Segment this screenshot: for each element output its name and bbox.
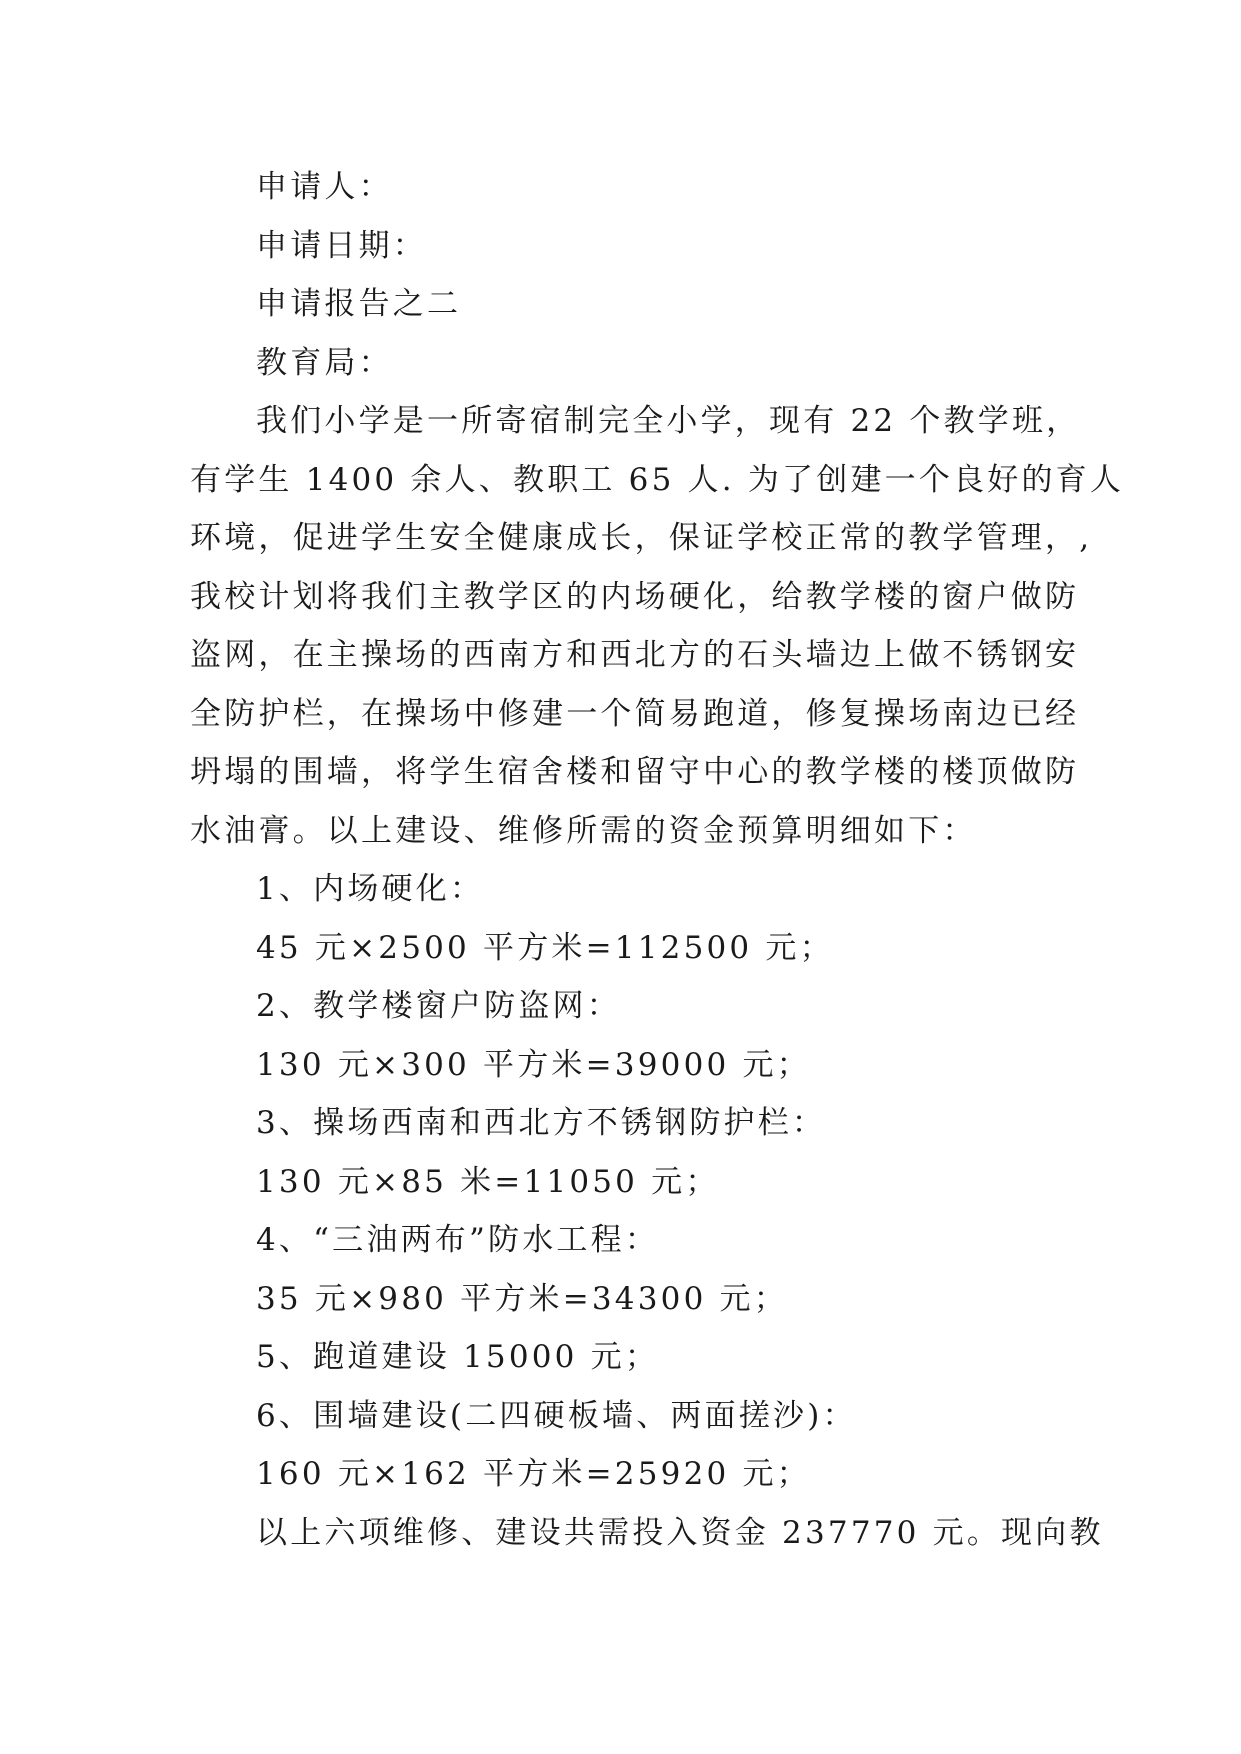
budget-item-title: 1、内场硬化： [256, 871, 485, 907]
document-body [190, 158, 1125, 1562]
applicant-line: 申请人： [256, 169, 393, 205]
budget-item-calculation: 130 元×300 平方米=39000 元； [256, 1046, 811, 1083]
paragraph-line: 我们小学是一所寄宿制完全小学，现有 22 个教学班， [256, 403, 1081, 439]
paragraph-line: 水油膏。以上建设、维修所需的资金预算明细如下： [190, 812, 977, 849]
budget-item-title: 3、操场西南和西北方不锈钢防护栏： [256, 1105, 827, 1141]
recipient-line: 教育局： [256, 344, 393, 381]
budget-item-title: 4、“三油两布”防水工程： [256, 1222, 660, 1258]
paragraph-line: 我校计划将我们主教学区的内场硬化，给教学楼的窗户做防 [190, 578, 1080, 615]
budget-item-title: 6、围墙建设(二四硬板墙、两面搓沙)： [256, 1397, 857, 1434]
paragraph-line: 有学生 1400 余人、教职工 65 人. 为了创建一个良好的育人 [190, 461, 1125, 498]
budget-item-calculation: 160 元×162 平方米=25920 元； [256, 1456, 811, 1492]
budget-item-calculation: 35 元×980 平方米=34300 元； [256, 1280, 788, 1317]
budget-item-title: 5、跑道建设 15000 元； [256, 1339, 660, 1375]
closing-line: 以上六项维修、建设共需投入资金 237770 元。现向教 [256, 1514, 1104, 1551]
budget-item-calculation: 130 元×85 米=11050 元； [256, 1163, 720, 1200]
report-title: 申请报告之二 [256, 286, 462, 322]
paragraph-line: 坍塌的围墙，将学生宿舍楼和留守中心的教学楼的楼顶做防 [190, 754, 1080, 790]
body-paragraph [190, 392, 1125, 860]
application-date-line: 申请日期： [256, 227, 427, 264]
paragraph-line: 环境，促进学生安全健康成长，保证学校正常的教学管理，, [190, 520, 1093, 556]
paragraph-line: 盗网，在主操场的西南方和西北方的石头墙边上做不锈钢安 [190, 637, 1080, 673]
budget-list [190, 860, 1060, 1504]
budget-item-calculation: 45 元×2500 平方米=112500 元； [256, 929, 834, 966]
budget-item-title: 2、教学楼窗户防盗网： [256, 988, 621, 1024]
paragraph-line: 全防护栏，在操场中修建一个简易跑道，修复操场南边已经 [190, 695, 1080, 732]
